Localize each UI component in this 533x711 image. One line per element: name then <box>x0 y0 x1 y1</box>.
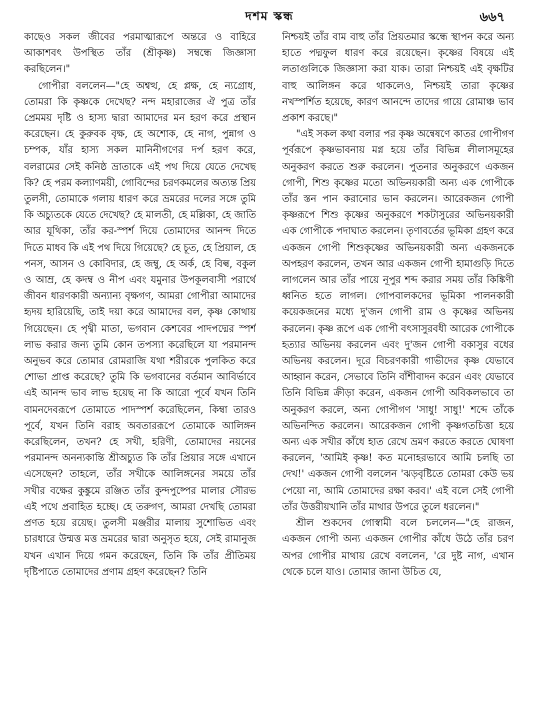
paragraph: গোপীরা বললেন—"হে অশ্বত্থ, হে প্লক্ষ, হে ন্যগ্রোধ, তোমরা কি কৃষ্ণকে দেখেছ? নন্দ মহারাজের ঐ পুত্র তাঁর প্রেমময় দৃষ্টি ও হাস্য দ্বারা আমাদের মন হরণ করে প্রস্থান করেছেন। হে কুরুবক বৃক্ষ, হে অশোক, হে নাগ, পুন্নাগ ও চম্পক, যাঁর হাস্য সকল মানিনীগণের দর্প হরণ করে, বলরামের সেই কনিষ্ঠ ভ্রাতাকে এই পথ দিয়ে যেতে দেখেছ কি? হে পরম কল্যাণময়ী, গোবিন্দের চরণকমলের অত্যন্ত প্রিয় তুলসী, তোমাকে গলায় ধারণ করে ভ্রমরের দলের সঙ্গে তুমি কি অচ্যুতকে যেতে দেখেছ? হে মালতী, হে মল্লিকা, হে জাতি আর যূথিকা, তাঁর কর-স্পর্শ দিয়ে তোমাদের আনন্দ দিতে দিতে মাধব কি এই পথ দিয়ে গিয়েছে? হে চূত, হে প্রিয়াল, হে পনস, আসন ও কোবিদার, হে জম্বু, হে অর্ক, হে বিল্ব, বকুল ও আম্র, হে কদম্ব ও নীপ এবং যমুনার উপকূলবাসী পরার্থে জীবন ধারণকারী অন্যান্য বৃক্ষগণ, আমরা গোপীরা আমাদের হৃদয় হারিয়েছি, তাই দয়া করে আমাদের বল, কৃষ্ণ কোথায় গিয়েছেন। হে পৃথ্বী মাতা, ভগবান কেশবের পাদপদ্মের স্পর্শ লাভ করার জন্য তুমি কোন তপস্যা করেছিলে যা পরমানন্দ অনুভব করে তোমার রোমরাজি যথা শরীরকে পুলকিত করে শোভা প্রাপ্ত করেছে? তুমি কি ভগবানের বর্তমান আবির্ভাবে এই আনন্দ ভাব লাভ হয়েছ না কি আরো পূর্বে যখন তিনি বামনদেবরূপে তোমাতে পাদস্পর্শ করেছিলেন, কিম্বা তারও পূর্বে, যখন তিনি বরাহ অবতাররূপে তোমাকে আলিঙ্গন করেছিলেন, তখন? হে সখী, হরিণী, তোমাদের নয়নের পরমানন্দ অনন্যকান্তি শ্রীঅচ্যুত কি তাঁর প্রিয়ার সঙ্গে এখানে এসেছেন? তাহলে, তাঁর সখীকে আলিঙ্গনের সময়ে তাঁর সখীর বক্ষের কুঙ্কুমে রঞ্জিত তাঁর কুন্দপুষ্পের মালার সৌরভ এই পথে প্রবাহিত হচ্ছে। হে তরুগণ, আমরা দেখছি তোমরা প্রণত হয়ে রয়েছ। তুলসী মঞ্জরীর মালায় সুশোভিত এবং চারধারে উন্মত্ত মত্ত ভ্রমরের দ্বারা অনুসৃত হয়ে, সেই রামানুজ যখন এখান দিয়ে গমন করেছেন, তিনি কি তাঁর প্রীতিময় দৃষ্টিপাতে তোমাদের প্রণাম গ্রহণ করেছেন? তিনি <box>24 80 256 578</box>
paragraph: নিশ্চয়ই তাঁর বাম বাহু তাঁর প্রিয়তমার স্কন্ধে স্থাপন করে অন্য হাতে পদ্মফুল ধারণ করে রয়েছেন। কৃষ্ণের বিষয়ে এই লতাগুলিকে জিজ্ঞাসা করা যাক। তারা নিশ্চয়ই এই বৃক্ষটির বাহু আলিঙ্গন করে থাকলেও, নিশ্চয়ই তারা কৃষ্ণের নখস্পর্শিত হয়েছে, কারণ আনন্দে তাদের গায়ে রোমাঞ্চ ভাব প্রকাশ করছে।" <box>282 32 514 125</box>
paragraph: শ্রীল শুকদেব গোস্বামী বলে চললেন—"হে রাজন, একজন গোপী অন্য একজন গোপীর কাঁধে উঠে তাঁর চরণ অপর গোপীর মাথায় রেখে বললেন, 'রে দুষ্ট নাগ, এখান থেকে চলে যাও। তোমার জানা উচিত যে, <box>282 518 514 578</box>
right-column <box>282 30 514 698</box>
chapter-title: দশম স্কন্ধ <box>245 9 294 23</box>
left-column <box>24 30 256 698</box>
page-header <box>28 6 511 28</box>
paragraph: "এই সকল কথা বলার পর কৃষ্ণ অন্বেষণে কাতর গোপীগণ পূর্বরূপে কৃষ্ণভাবনায় মগ্ন হয়ে তাঁর বিভিন্ন লীলাসমূহের অনুকরণ করতে শুরু করলেন। পুতনার অনুকরণে একজন গোপী, শিশু কৃষ্ণের মতো অভিনয়কারী অন্য এক গোপীকে তাঁর স্তন পান করানোর ভান করলেন। আরেকজন গোপী কৃষ্ণরূপে শিশু কৃষ্ণের অনুকরণে শকটাসুরের অভিনয়কারী এক গোপীকে পদাঘাত করলেন। তৃণাবর্তের ভূমিকা গ্রহণ করে একজন গোপী শিশুকৃষ্ণের অভিনয়কারী অন্য একজনকে অপহরণ করলেন, তখন আর একজন গোপী হামাগুড়ি দিতে লাগলেন আর তাঁর পায়ে নূপুর শব্দ করার সময় তাঁর কিঙ্কিণী ধ্বনিত হতে লাগল। গোপবালকদের ভূমিকা পালনকারী কয়েকজনের মধ্যে দু'জন গোপী রাম ও কৃষ্ণের অভিনয় করলেন। কৃষ্ণ রূপে এক গোপী বৎসাসুরবধী আরেক গোপীকে হত্যার অভিনয় করলেন এবং দু'জন গোপী বকাসুর বধের অভিনয় করলেন। দূরে বিচরণকারী গাভীদের কৃষ্ণ যেভাবে আহ্বান করেন, সেভাবে তিনি বাঁশীবাদন করেন এবং যেভাবে তিনি বিভিন্ন ক্রীড়া করেন, একজন গোপী অবিকলভাবে তা অনুকরণ করলে, অন্য গোপীগণ 'সাধু! সাধু!' শব্দে তাঁকে অভিনন্দিত করলেন। আরেকজন গোপী কৃষ্ণগতচিত্তা হয়ে অন্য এক সখীর কাঁধে হাত রেখে ভ্রমণ করতে করতে ঘোষণা করলেন, 'আমিই কৃষ্ণ! কত মনোহরভাবে আমি চলছি তা দেখ!' একজন গোপী বললেন 'ঝড়বৃষ্টিতে তোমরা কেউ ভয় পেয়ো না, আমি তোমাদের রক্ষা করব।' এই বলে সেই গোপী তাঁর উত্তরীয়খানি তাঁর মাথার উপরে তুলে ধরলেন।" <box>282 129 514 513</box>
page-number: ৬৬৭ <box>479 10 505 25</box>
paragraph: কাছেও সকল জীবের পরমাত্মারূপে অন্তরে ও বাহিরে আকাশবৎ উপস্থিত তাঁর (শ্রীকৃষ্ণ) সম্বন্ধে জিজ্ঞাসা করছিলেন।" <box>24 32 256 76</box>
